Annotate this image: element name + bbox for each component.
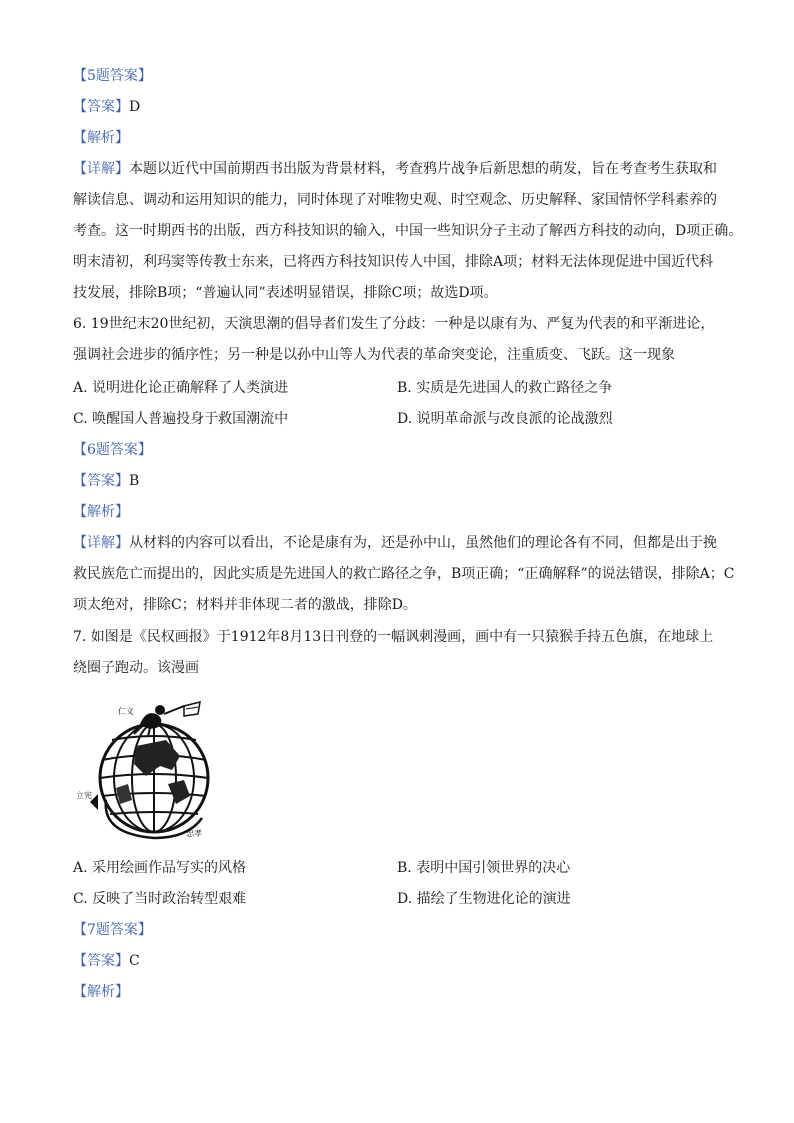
q7-option-d[interactable]: D. 描绘了生物进化论的演进 bbox=[397, 891, 571, 907]
globe-drawing bbox=[90, 724, 208, 838]
q6-option-a[interactable]: A. 说明进化论正确解释了人类演进 bbox=[73, 380, 289, 396]
q7-option-c[interactable]: C. 反映了当时政治转型艰难 bbox=[73, 891, 247, 907]
q5-analysis-header: 【解析】 bbox=[73, 130, 129, 146]
detail-text: 本题以近代中国前期西书出版为背景材料，考查鸦片战争后新思想的萌发，旨在考查考生获取和 bbox=[129, 161, 717, 177]
q5-detail-line: 明末清初，利玛窦等传教士东来，已将西方科技知识传人中国，排除A项；材料无法体现促进中国近代科 bbox=[73, 254, 714, 270]
cartoon-mark: 立宪 bbox=[76, 791, 92, 800]
satirical-cartoon-image bbox=[76, 700, 226, 840]
cartoon-mark: 仁义 bbox=[118, 707, 134, 716]
q7-option-b[interactable]: B. 表明中国引领世界的决心 bbox=[397, 860, 571, 876]
q6-option-d[interactable]: D. 说明革命派与改良派的论战激烈 bbox=[397, 411, 613, 427]
q7-question-line: 7. 如图是《民权画报》于1912年8月13日刊登的一幅讽刺漫画，画中有一只猿猴手持五色旗，在地球上 bbox=[73, 629, 714, 645]
detail-tag: 【详解】 bbox=[73, 535, 129, 551]
answer-tag: 【答案】 bbox=[73, 953, 129, 969]
q6-option-b[interactable]: B. 实质是先进国人的救亡路径之争 bbox=[397, 380, 613, 396]
q6-question-line: 6. 19世纪末20世纪初，天演思潮的倡导者们发生了分歧：一种是以康有为、严复为代表的和平渐进论， bbox=[73, 316, 715, 332]
q6-option-c[interactable]: C. 唤醒国人普遍投身于救国潮流中 bbox=[73, 411, 289, 427]
q7-option-a[interactable]: A. 采用绘画作品写实的风格 bbox=[73, 860, 247, 876]
answer-value: D bbox=[129, 99, 141, 115]
answer-tag: 【答案】 bbox=[73, 99, 129, 115]
answer-value: B bbox=[129, 473, 140, 489]
detail-tag: 【详解】 bbox=[73, 161, 129, 177]
q5-detail-line: 考查。这一时期西书的出版，西方科技知识的输入，中国一些知识分子主动了解西方科技的动向，D项正确。 bbox=[73, 223, 743, 239]
q5-detail-line bbox=[73, 159, 717, 179]
q5-detail-line: 技发展，排除B项；“普遍认同”表述明显错误，排除C项；故选D项。 bbox=[73, 285, 498, 301]
q7-answer bbox=[73, 951, 140, 971]
q6-detail-line bbox=[73, 533, 717, 553]
q6-question-line: 强调社会进步的循序性；另一种是以孙中山等人为代表的革命突变论，注重质变、飞跃。这一现象 bbox=[73, 347, 675, 363]
q7-analysis-header: 【解析】 bbox=[73, 984, 129, 1000]
q6-answer bbox=[73, 471, 139, 491]
q5-answer bbox=[73, 97, 140, 117]
answer-tag: 【答案】 bbox=[73, 473, 129, 489]
q6-analysis-header: 【解析】 bbox=[73, 504, 129, 520]
q5-detail-line: 解读信息、调动和运用知识的能力，同时体现了对唯物史观、时空观念、历史解释、家国情怀学科素养的 bbox=[73, 192, 717, 208]
q5-answer-header: 【5题答案】 bbox=[73, 68, 152, 84]
cartoon-mark: 忠孝 bbox=[186, 829, 202, 838]
q7-answer-header: 【7题答案】 bbox=[73, 922, 152, 938]
q6-detail-line: 救民族危亡而提出的，因此实质是先进国人的救亡路径之争，B项正确；“正确解释”的说法错误，排除A；C bbox=[73, 566, 735, 582]
q7-question-line: 绕圈子跑动。该漫画 bbox=[73, 660, 199, 676]
q6-answer-header: 【6题答案】 bbox=[73, 442, 152, 458]
answer-value: C bbox=[129, 953, 140, 969]
q6-detail-line: 项太绝对，排除C；材料并非体现二者的激战，排除D。 bbox=[73, 597, 417, 613]
detail-text: 从材料的内容可以看出，不论是康有为，还是孙中山，虽然他们的理论各有不同，但都是出于挽 bbox=[129, 535, 717, 551]
